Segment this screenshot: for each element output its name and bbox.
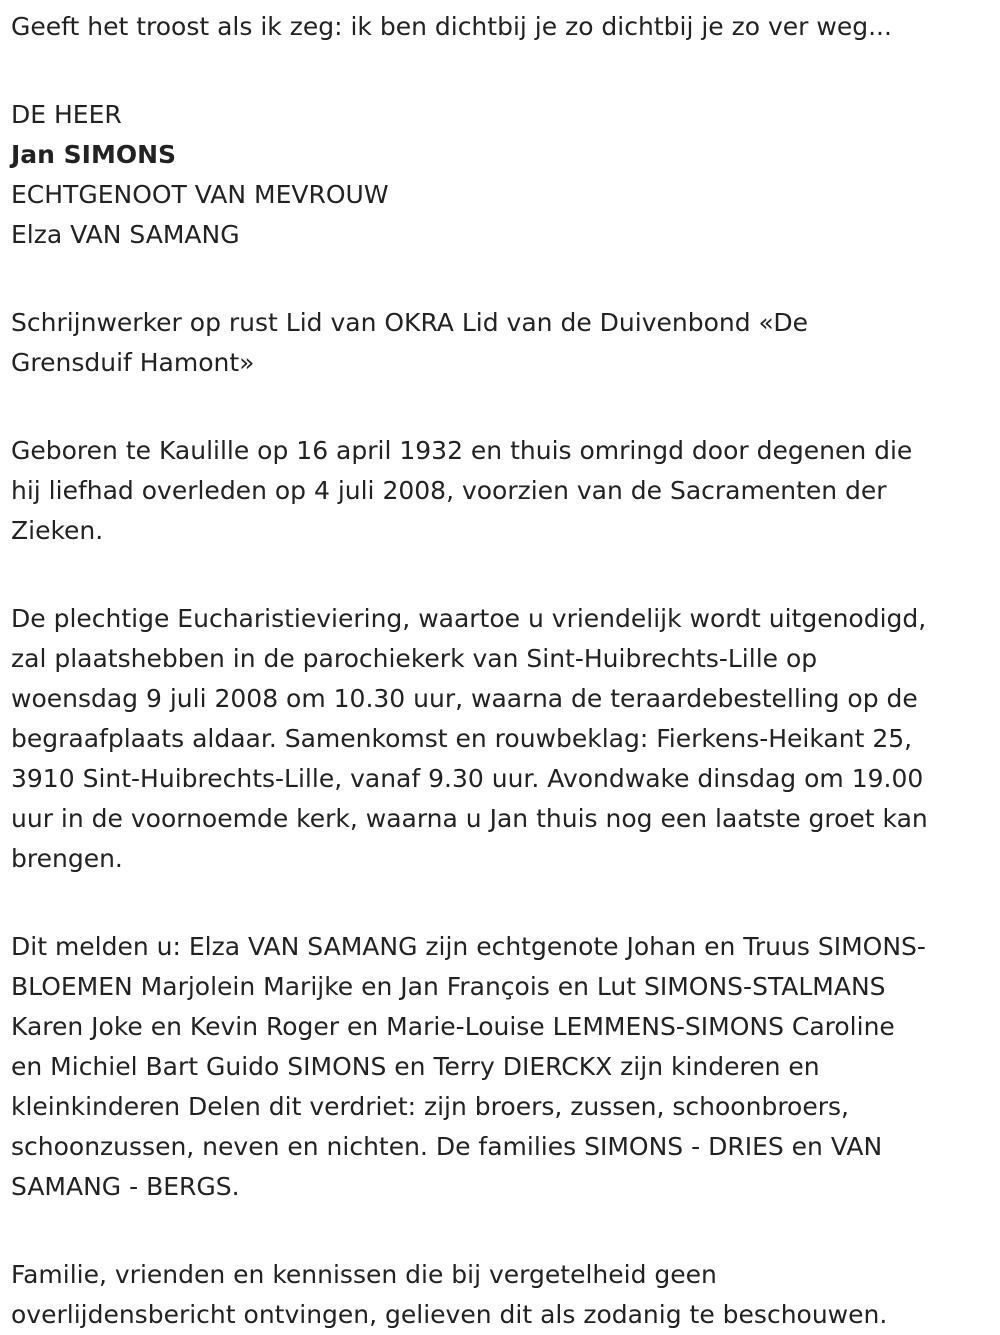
text-line: kleinkinderen Delen dit verdriet: zijn broers, zussen, schoonbroers, — [11, 1092, 849, 1121]
ceremony-paragraph — [11, 599, 991, 879]
birth-death-paragraph — [11, 431, 991, 551]
occupation-paragraph — [11, 303, 991, 383]
spacer — [11, 1207, 991, 1255]
text-line: Grensduif Hamont» — [11, 348, 255, 377]
text-line: Zieken. — [11, 516, 104, 545]
closing-paragraph — [11, 1255, 991, 1335]
text-line: Karen Joke en Kevin Roger en Marie-Louise LEMMENS-SIMONS Caroline — [11, 1012, 895, 1041]
title-line: DE HEER — [11, 100, 122, 129]
text-line: 3910 Sint-Huibrechts-Lille, vanaf 9.30 uur. Avondwake dinsdag om 19.00 — [11, 764, 924, 793]
deceased-name: Jan SIMONS — [11, 140, 177, 169]
spacer — [11, 255, 991, 303]
text-line: en Michiel Bart Guido SIMONS en Terry DIERCKX zijn kinderen en — [11, 1052, 820, 1081]
spacer — [11, 383, 991, 431]
text-line: Dit melden u: Elza VAN SAMANG zijn echtgenote Johan en Truus SIMONS- — [11, 932, 926, 961]
spacer — [11, 879, 991, 927]
death-notice — [11, 7, 991, 1335]
opening-quote: Geeft het troost als ik zeg: ik ben dichtbij je zo dichtbij je zo ver weg... — [11, 12, 892, 41]
spacer — [11, 551, 991, 599]
deceased-header — [11, 95, 991, 255]
text-line: Familie, vrienden en kennissen die bij vergetelheid geen — [11, 1260, 717, 1289]
text-line: brengen. — [11, 844, 123, 873]
text-line: BLOEMEN Marjolein Marijke en Jan François en Lut SIMONS-STALMANS — [11, 972, 886, 1001]
text-line: Schrijnwerker op rust Lid van OKRA Lid van de Duivenbond «De — [11, 308, 809, 337]
text-line: hij liefhad overleden op 4 juli 2008, voorzien van de Sacramenten der — [11, 476, 887, 505]
text-line: schoonzussen, neven en nichten. De families SIMONS - DRIES en VAN — [11, 1132, 883, 1161]
spacer — [11, 47, 991, 95]
text-line: zal plaatshebben in de parochiekerk van Sint-Huibrechts-Lille op — [11, 644, 818, 673]
relation-line: ECHTGENOOT VAN MEVROUW — [11, 180, 389, 209]
text-line: woensdag 9 juli 2008 om 10.30 uur, waarna de teraardebestelling op de — [11, 684, 918, 713]
text-line: overlijdensbericht ontvingen, gelieven dit als zodanig te beschouwen. — [11, 1300, 888, 1329]
text-line: Geboren te Kaulille op 16 april 1932 en thuis omringd door degenen die — [11, 436, 913, 465]
text-line: uur in de voornoemde kerk, waarna u Jan thuis nog een laatste groet kan — [11, 804, 928, 833]
text-line: begraafplaats aldaar. Samenkomst en rouwbeklag: Fierkens-Heikant 25, — [11, 724, 913, 753]
spouse-name: Elza VAN SAMANG — [11, 220, 240, 249]
family-paragraph — [11, 927, 991, 1207]
text-line: SAMANG - BERGS. — [11, 1172, 240, 1201]
text-line: De plechtige Eucharistieviering, waartoe u vriendelijk wordt uitgenodigd, — [11, 604, 927, 633]
